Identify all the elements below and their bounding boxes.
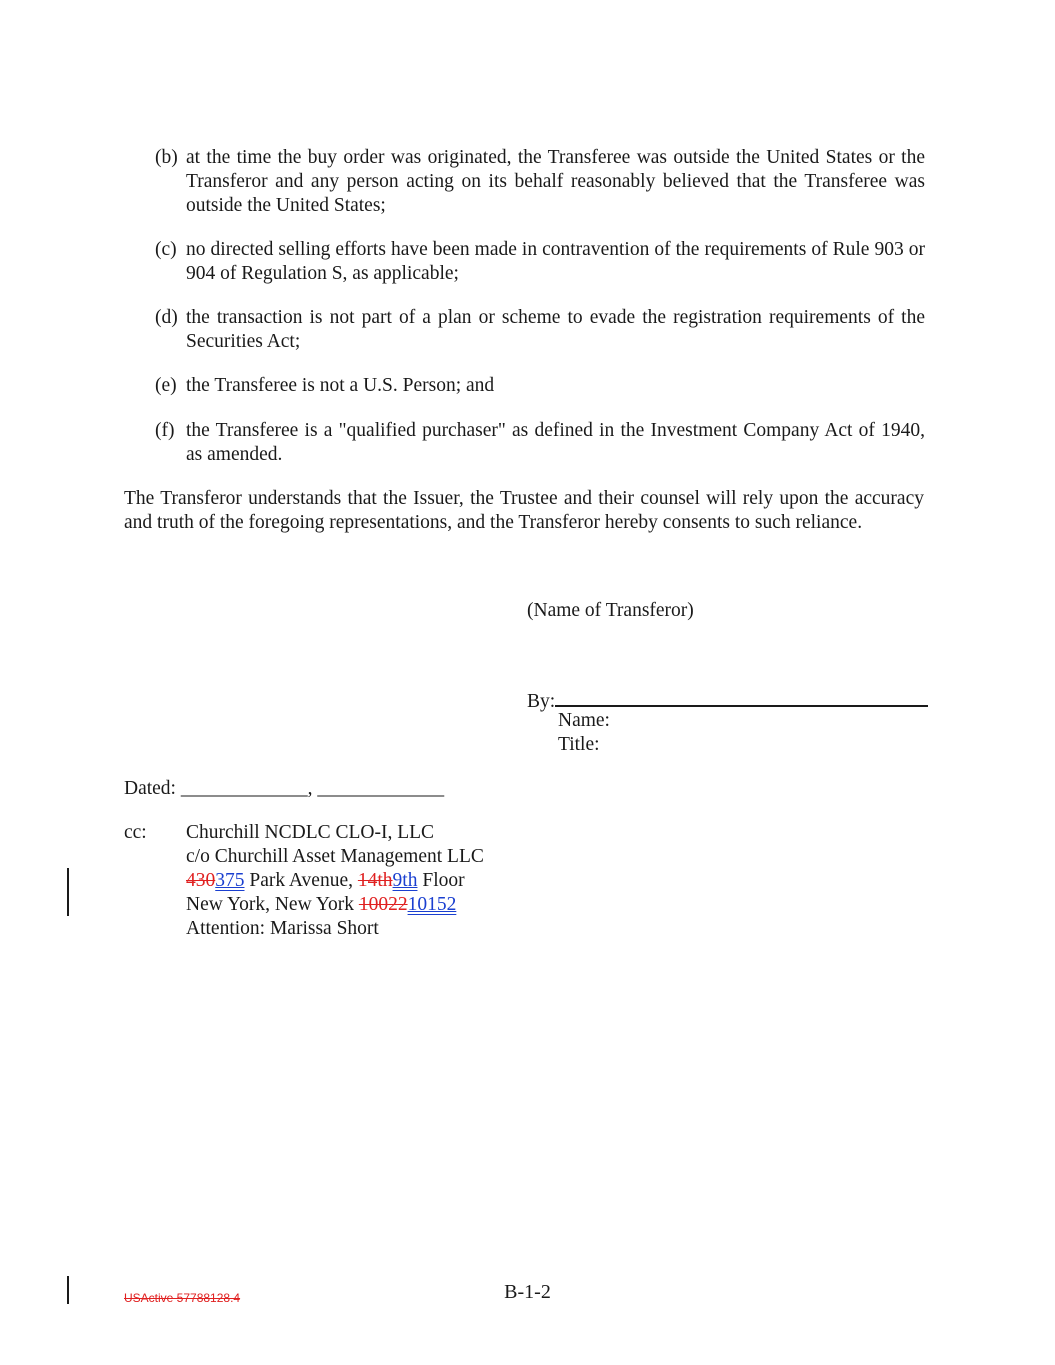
deleted-zip: 10022 xyxy=(358,894,408,915)
name-label: Name: xyxy=(558,710,610,731)
cc-address xyxy=(186,821,484,941)
list-item-d xyxy=(155,306,925,354)
street-name: Park Avenue, xyxy=(244,870,358,891)
deleted-street-number: 430 xyxy=(186,870,216,891)
cc-label: cc: xyxy=(124,822,147,843)
dated-line: Dated: _____________, _____________ xyxy=(124,778,445,799)
item-text: the Transferee is not a U.S. Person; and xyxy=(186,375,495,396)
city-state: New York, New York xyxy=(186,894,359,915)
signature-line xyxy=(555,685,928,707)
item-text: the Transferee is a "qualified purchaser" as defined in the Investment Company Act of 1940, as amended. xyxy=(186,420,925,465)
name-of-transferor-caption: (Name of Transferor) xyxy=(527,600,694,621)
cc-care-of: c/o Churchill Asset Management LLC xyxy=(186,846,484,867)
list-item-b xyxy=(155,146,925,218)
cc-street xyxy=(186,869,484,893)
floor-word: Floor xyxy=(417,870,465,891)
cc-attention: Attention: Marissa Short xyxy=(186,918,379,939)
list-item-c xyxy=(155,238,925,286)
item-text: the transaction is not part of a plan or scheme to evade the registration requirements of the Securities Act; xyxy=(186,307,925,352)
inserted-zip: 10152 xyxy=(407,894,457,915)
deleted-floor: 14th xyxy=(357,870,393,891)
list-item-f xyxy=(155,419,925,467)
item-letter: (b) xyxy=(155,147,178,168)
by-label: By: xyxy=(527,691,556,712)
item-text: no directed selling efforts have been made in contravention of the requirements of Rule 903 or 904 of Regulation S, as applicable; xyxy=(186,239,925,284)
footer-document-id: USActive 57788128.4 xyxy=(124,1291,241,1305)
change-bar xyxy=(67,868,69,916)
cc-company: Churchill NCDLC CLO-I, LLC xyxy=(186,822,435,843)
item-letter: (e) xyxy=(155,375,177,396)
item-letter: (f) xyxy=(155,420,175,441)
cc-city xyxy=(186,893,484,917)
item-letter: (c) xyxy=(155,239,177,260)
reliance-paragraph: The Transferor understands that the Issuer, the Trustee and their counsel will rely upon the accuracy and truth of the foregoing representations, and the Transferor hereby consents to such reliance. xyxy=(124,488,924,533)
item-letter: (d) xyxy=(155,307,178,328)
list-item-e xyxy=(155,374,925,398)
item-text: at the time the buy order was originated, the Transferee was outside the United States or the Transferor and any person acting on its behalf reasonably believed that the Transferee was outside the United States; xyxy=(186,147,925,216)
page-number: B-1-2 xyxy=(504,1281,551,1303)
inserted-floor: 9th xyxy=(392,870,418,891)
title-label: Title: xyxy=(558,734,600,755)
inserted-street-number: 375 xyxy=(215,870,245,891)
